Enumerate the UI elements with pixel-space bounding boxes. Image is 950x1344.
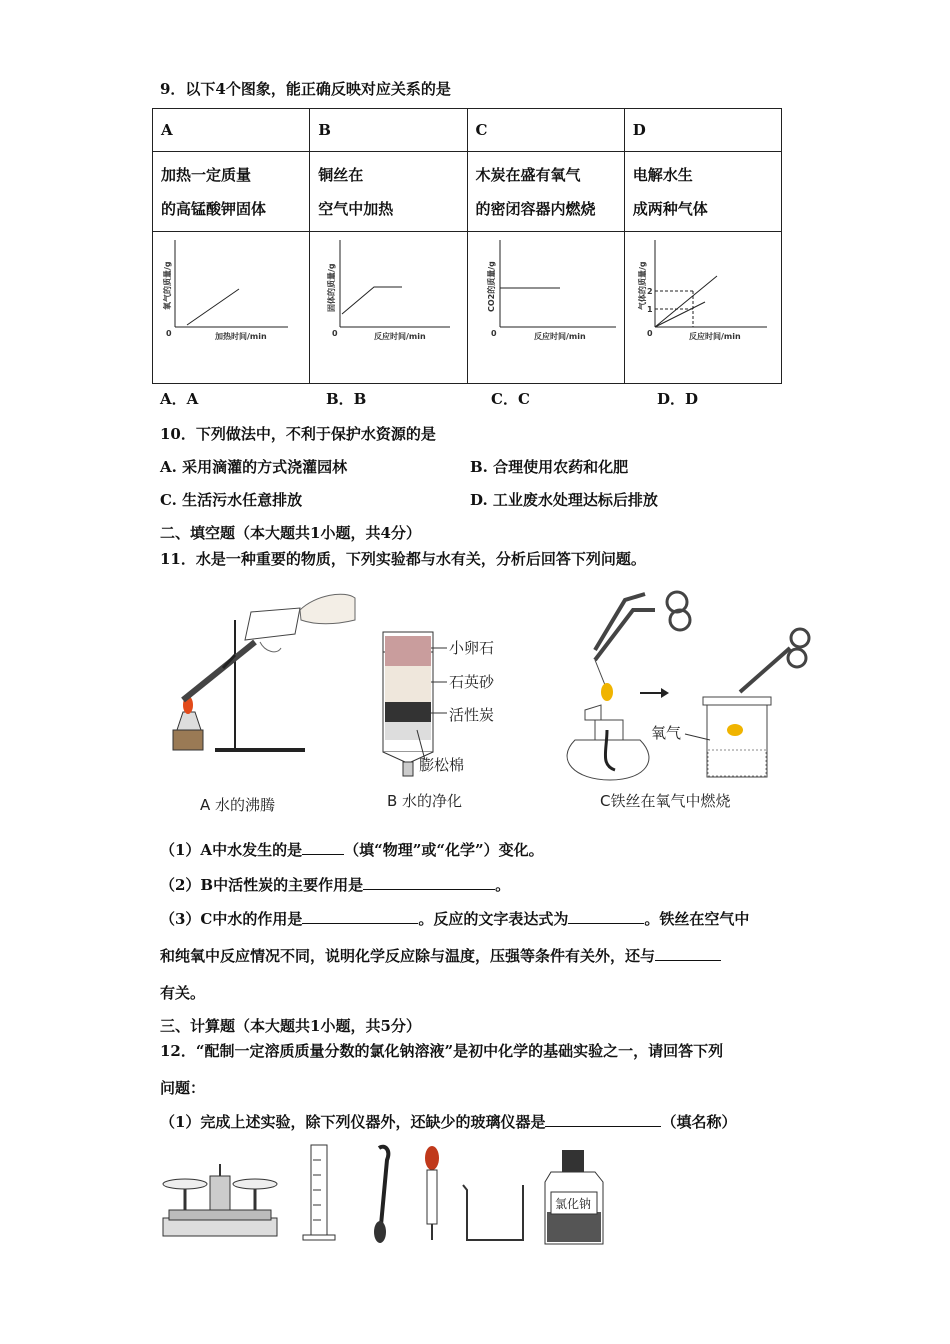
q11-blank-3[interactable] xyxy=(302,923,418,924)
caption-c: C铁丝在氧气中燃烧 xyxy=(600,792,731,810)
q10-title: 10．下列做法中，不利于保护水资源的是 xyxy=(160,425,436,443)
q12-part1: （1）完成上述实验，除下列仪器外，还缺少的玻璃仪器是 （填名称） xyxy=(160,1113,737,1131)
graph-a-line xyxy=(187,289,239,325)
bottle-label: 氯化钠 xyxy=(555,1197,592,1211)
q9-col-d-letter: D xyxy=(624,109,781,152)
label-pebbles: 小卵石 xyxy=(449,639,495,657)
label-cotton: 膨松棉 xyxy=(419,756,465,774)
graph-b-ylabel: 固体的质量/g xyxy=(327,263,337,313)
caption-b: B 水的净化 xyxy=(387,792,463,810)
q12-instruments xyxy=(155,1140,625,1250)
figure-a-boiling-water xyxy=(173,594,355,752)
q9-col-a-letter: A xyxy=(153,109,310,152)
graph-d-line-2 xyxy=(655,302,705,327)
q9-col-c-desc: 木炭在盛有氧气 的密闭容器内燃烧 xyxy=(467,152,624,232)
graph-b-xlabel: 反应时间/min xyxy=(374,332,426,342)
q9-col-d-desc: 电解水生 成两种气体 xyxy=(624,152,781,232)
graph-a-origin: 0 xyxy=(166,329,172,339)
q12-blank-1[interactable] xyxy=(545,1126,661,1127)
q9-graph-a xyxy=(153,231,310,383)
q9-col-c-letter: C xyxy=(467,109,624,152)
q9-option-d[interactable]: D．D xyxy=(657,390,699,408)
q9-col-a-desc: 加热一定质量 的高锰酸钾固体 xyxy=(153,152,310,232)
q9-option-a[interactable]: A．A xyxy=(160,390,199,408)
q9-title: 9．以下4个图象，能正确反映对应关系的是 xyxy=(160,80,451,98)
section-fill-in-title: 二、填空题（本大题共1小题，共4分） xyxy=(160,524,421,542)
figure-c-iron-burning xyxy=(567,592,809,780)
graph-a-ylabel: 氧气的质量/g xyxy=(163,261,172,311)
q9-graph-c xyxy=(467,231,624,383)
label-activated-carbon: 活性炭 xyxy=(449,706,495,724)
q10-option-a[interactable]: A. 采用滴灌的方式浇灌园林 xyxy=(160,458,348,476)
graph-c-ylabel: CO2的质量/g xyxy=(486,261,496,313)
label-oxygen: 氧气 xyxy=(651,724,682,742)
q12-title: 12．“配制一定溶质质量分数的氯化钠溶液”是初中化学的基础实验之一，请回答下列 xyxy=(160,1042,724,1060)
caption-a: A 水的沸腾 xyxy=(200,796,276,814)
graduated-cylinder-icon xyxy=(303,1145,335,1240)
graph-d-ylabel: 气体的质量/g xyxy=(637,261,647,311)
q10-option-d[interactable]: D. 工业废水处理达标后排放 xyxy=(470,491,658,509)
label-quartz-sand: 石英砂 xyxy=(449,673,495,691)
graph-d-tick-1: 1 xyxy=(646,305,653,315)
graph-a-xlabel: 加热时间/min xyxy=(215,332,267,342)
graph-d-origin: 0 xyxy=(646,329,653,339)
figure-b-water-purifier xyxy=(383,632,495,776)
q9-graph-b xyxy=(310,231,467,383)
q11-blank-4[interactable] xyxy=(568,923,644,924)
graph-d-tick-2: 2 xyxy=(646,287,653,297)
graph-b-line xyxy=(342,287,402,314)
q9-table xyxy=(152,108,782,384)
q11-blank-5[interactable] xyxy=(655,960,721,961)
q11-title: 11．水是一种重要的物质，下列实验都与水有关，分析后回答下列问题。 xyxy=(160,550,646,568)
balance-icon xyxy=(163,1164,277,1236)
q9-option-b[interactable]: B．B xyxy=(326,390,367,408)
medicine-spoon-icon xyxy=(374,1147,388,1243)
graph-c-origin: 0 xyxy=(490,329,497,339)
q11-part3: （3）C中水的作用是 。反应的文字表达式为 。铁丝在空气中 xyxy=(160,910,750,928)
graph-c-xlabel: 反应时间/min xyxy=(533,332,586,342)
section-calculation-title: 三、计算题（本大题共1小题，共5分） xyxy=(160,1017,421,1035)
beaker-icon xyxy=(463,1185,523,1240)
graph-d-xlabel: 反应时间/min xyxy=(688,332,741,342)
reagent-bottle-icon xyxy=(545,1150,603,1244)
q11-figures xyxy=(155,580,815,820)
q11-part3-cont: 和纯氧中反应情况不同，说明化学反应除与温度，压强等条件有关外，还与 xyxy=(160,945,721,966)
q11-blank-1[interactable] xyxy=(302,854,344,855)
q9-col-b-desc: 铜丝在 空气中加热 xyxy=(310,152,467,232)
q11-part2: （2）B中活性炭的主要作用是 。 xyxy=(160,876,511,894)
graph-d-line-1 xyxy=(655,276,717,327)
q10-option-c[interactable]: C. 生活污水任意排放 xyxy=(160,491,303,509)
q9-option-c[interactable]: C．C xyxy=(491,390,530,408)
q10-option-b[interactable]: B. 合理使用农药和化肥 xyxy=(470,458,629,476)
q9-col-b-letter: B xyxy=(310,109,467,152)
graph-b-origin: 0 xyxy=(332,329,338,339)
q11-blank-2[interactable] xyxy=(363,889,495,890)
q11-part1: （1）A中水发生的是 （填“物理”或“化学”）变化。 xyxy=(160,841,544,859)
q11-part3-end: 有关。 xyxy=(160,984,206,1002)
q12-title-2: 问题： xyxy=(160,1079,206,1097)
q9-graph-d xyxy=(624,231,781,383)
dropper-icon xyxy=(425,1146,439,1240)
